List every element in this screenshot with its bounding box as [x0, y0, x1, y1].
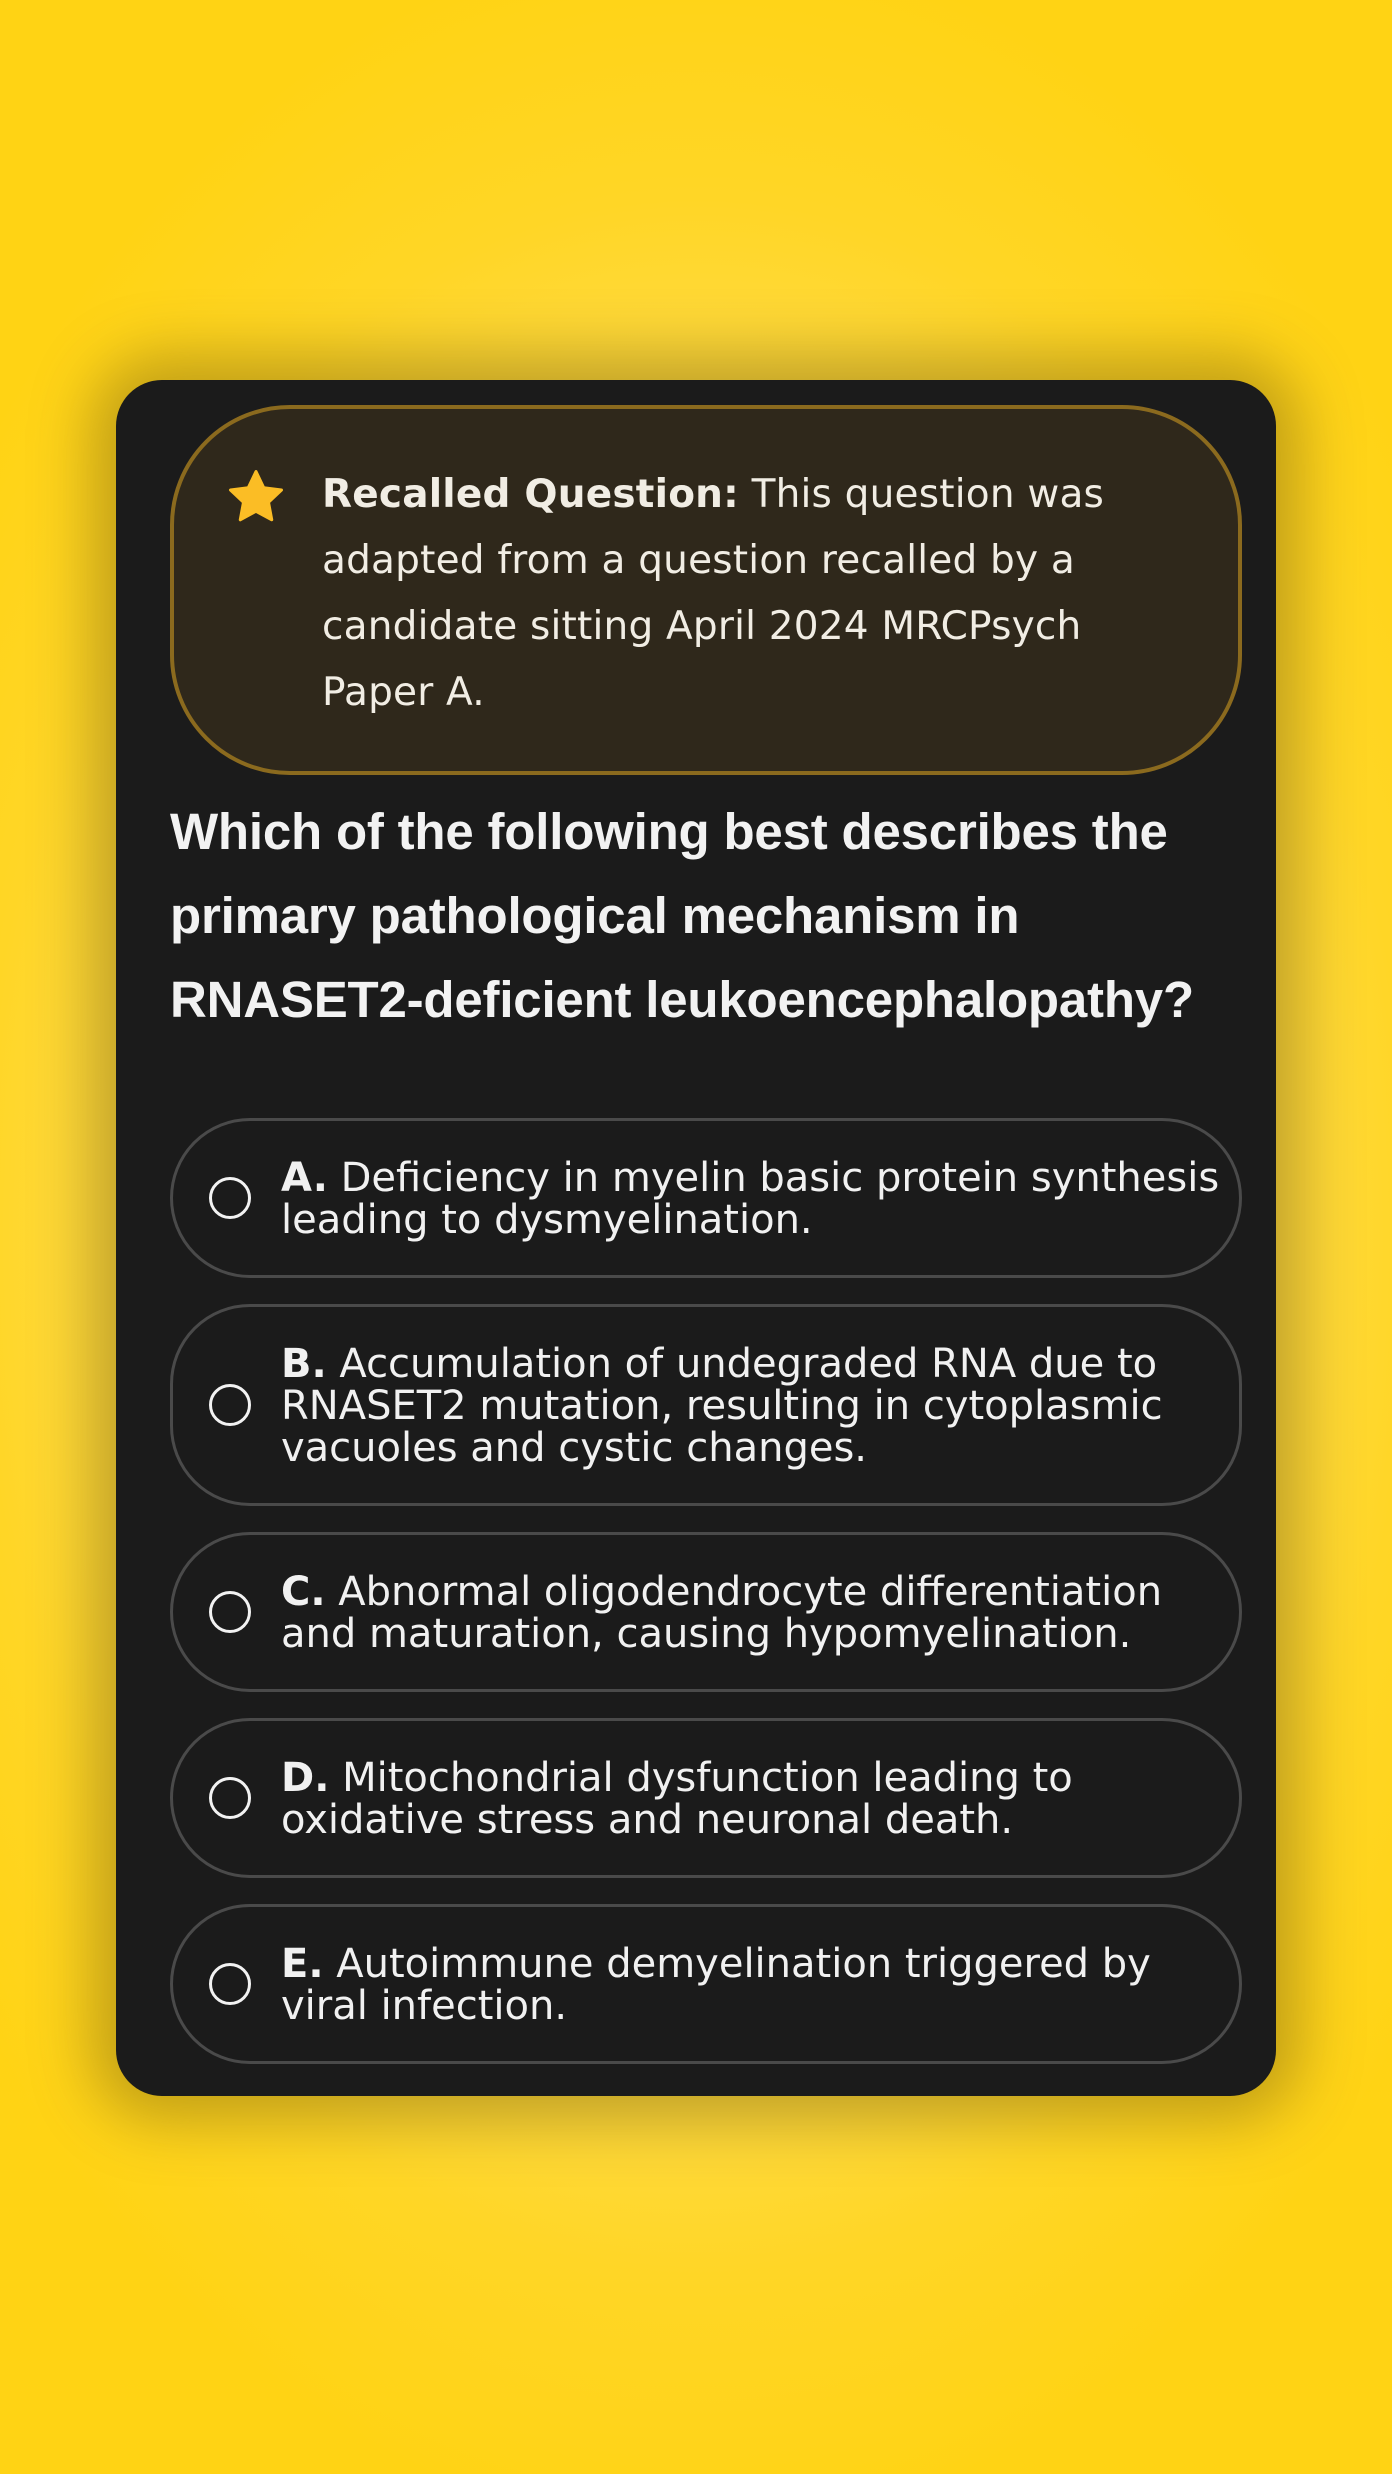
option-a[interactable]: [170, 1118, 1242, 1278]
question-card: [116, 380, 1276, 2096]
option-text: Abnormal oligodendrocyte differentiation and maturation, causing hypomyelination.: [281, 1569, 1163, 1657]
option-d[interactable]: [170, 1718, 1242, 1878]
star-icon: [226, 467, 286, 527]
option-text: Deficiency in myelin basic protein synthesis leading to dysmyelination.: [281, 1155, 1220, 1243]
banner-title: Recalled Question:: [322, 472, 739, 517]
option-label: [281, 1343, 1221, 1469]
option-label: [281, 1571, 1221, 1655]
banner-text: [322, 462, 1122, 726]
option-letter: B.: [281, 1341, 327, 1387]
recalled-question-banner: [170, 405, 1242, 775]
option-letter: A.: [281, 1155, 328, 1201]
radio-button[interactable]: [209, 1591, 251, 1633]
banner-body: This question was adapted from a question recalled by a candidate sitting April 2024 MRCPsych Paper A.: [322, 472, 1105, 715]
option-e[interactable]: [170, 1904, 1242, 2064]
option-text: Autoimmune demyelination triggered by viral infection.: [281, 1941, 1151, 2029]
option-letter: D.: [281, 1755, 330, 1801]
option-b[interactable]: [170, 1304, 1242, 1506]
option-label: [281, 1943, 1221, 2027]
option-text: Mitochondrial dysfunction leading to oxidative stress and neuronal death.: [281, 1755, 1073, 1843]
option-text: Accumulation of undegraded RNA due to RNASET2 mutation, resulting in cytoplasmic vacuoles and cystic changes.: [281, 1341, 1163, 1471]
radio-button[interactable]: [209, 1777, 251, 1819]
radio-button[interactable]: [209, 1384, 251, 1426]
radio-button[interactable]: [209, 1963, 251, 2005]
option-c[interactable]: [170, 1532, 1242, 1692]
option-letter: C.: [281, 1569, 326, 1615]
option-label: [281, 1157, 1221, 1241]
option-letter: E.: [281, 1941, 324, 1987]
radio-button[interactable]: [209, 1177, 251, 1219]
option-label: [281, 1757, 1221, 1841]
question-text: Which of the following best describes the primary pathological mechanism in RNASET2-deficient leukoencephalopathy?: [170, 803, 1194, 1028]
